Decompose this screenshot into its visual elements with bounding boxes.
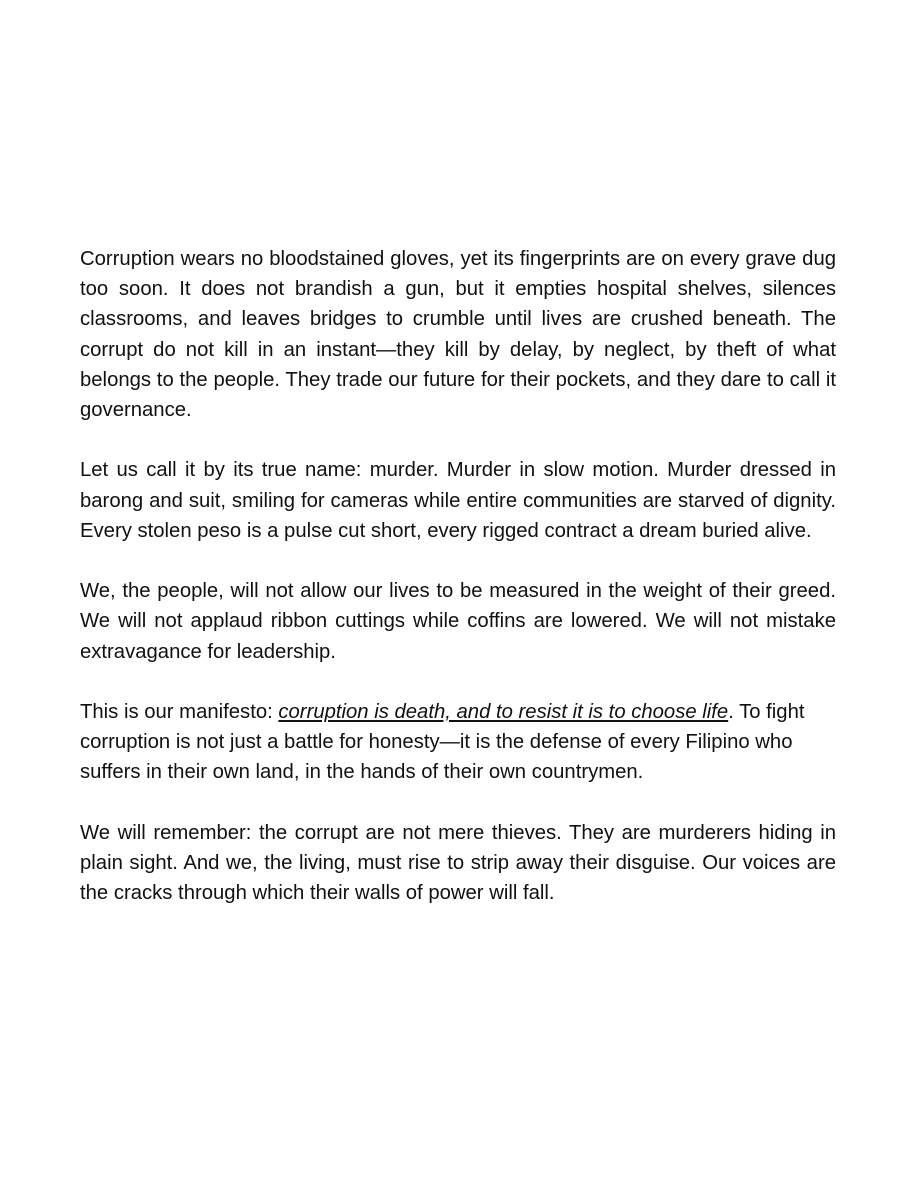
paragraph-closing: We will remember: the corrupt are not mere thieves. They are murderers hiding in plain sight. And we, the living, must rise to strip away their disguise. Our voices are the cracks through which their walls of power will fall. bbox=[80, 821, 836, 905]
manifesto-emphasis: corruption is death, and to resist it is to choose life bbox=[278, 701, 729, 723]
paragraph-we-the-people: We, the people, will not allow our lives to be measured in the weight of their greed. We will not applaud ribbon cuttings while coffins are lowered. We will not mistake extravagance for leadership. bbox=[80, 580, 836, 663]
paragraph-corruption-fingerprints: Corruption wears no bloodstained gloves, yet its fingerprints are on every grave dug too soon. It does not brandish a gun, but it empties hospital shelves, silences classrooms, and leaves bridges to crumble until lives are crushed beneath. The corrupt do not kill in an instant—they kill by delay, by neglect, by theft of what belongs to the people. They trade our future for their pockets, and they dare to call it governance. bbox=[80, 248, 836, 422]
paragraph-murder-slow-motion: Let us call it by its true name: murder. Murder in slow motion. Murder dressed in barong and suit, smiling for cameras while entire communities are starved of dignity. Every stolen peso is a pulse cut short, every rigged contract a dream buried alive. bbox=[80, 459, 836, 542]
paragraph-manifesto bbox=[80, 697, 836, 788]
document-body bbox=[80, 244, 836, 939]
manifesto-lead: This is our manifesto: bbox=[80, 701, 279, 723]
manifesto-rest: . To fight corruption is not just a battle for honesty—it is the defense of every Filipino who suffers in their own land, in the hands of their own countrymen. bbox=[80, 701, 805, 784]
